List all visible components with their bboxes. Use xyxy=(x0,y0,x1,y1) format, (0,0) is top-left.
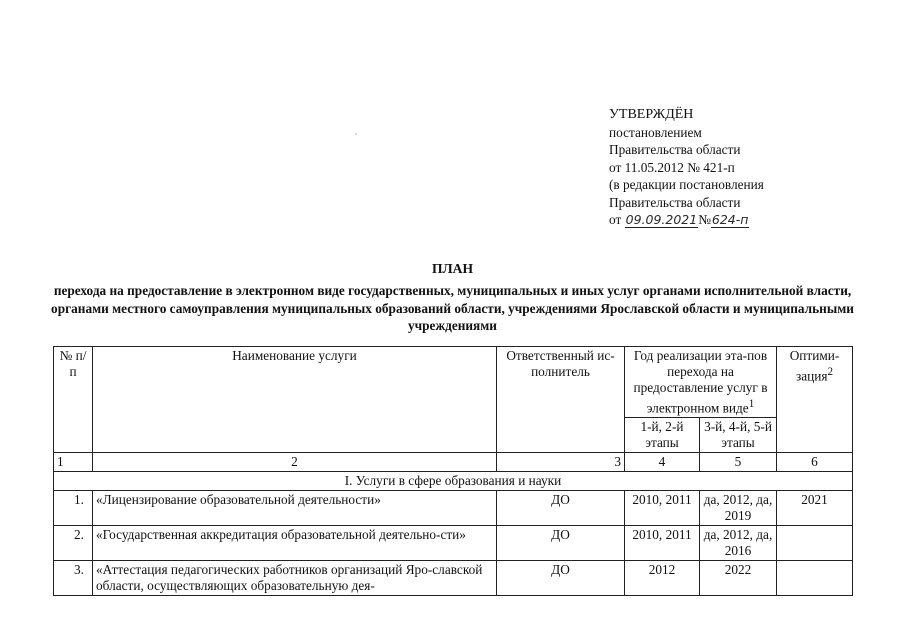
responsible: ДО xyxy=(497,561,625,596)
service-name: «Аттестация педагогических работников организаций Яро-славской области, осуществляющих образовательную дея- xyxy=(93,561,497,596)
header-responsible: Ответственный ис-полнитель xyxy=(497,347,625,453)
service-name: «Государственная аккредитация образовательной деятельно-сти» xyxy=(93,526,497,561)
handwritten-number: 624-п xyxy=(711,212,749,227)
service-name: «Лицензирование образовательной деятельности» xyxy=(93,491,497,526)
colnum-4: 4 xyxy=(625,453,700,472)
column-number-row xyxy=(54,453,853,472)
table-row xyxy=(54,561,853,596)
plan-title: ПЛАН xyxy=(431,261,474,276)
colnum-3: 3 xyxy=(497,453,625,472)
footnote-2: 2 xyxy=(827,366,834,378)
responsible: ДО xyxy=(497,526,625,561)
handwritten-date: 09.09.2021 xyxy=(625,212,698,227)
approval-line-3: от 11.05.2012 № 421-п xyxy=(609,159,735,175)
row-number: 3. xyxy=(54,561,93,596)
header-year-text: Год реализации эта-пов перехода на предоставление услуг в электронном виде xyxy=(633,348,768,416)
stage-a-year: 2012 xyxy=(625,561,700,596)
footnote-1: 1 xyxy=(748,398,755,410)
approval-heading: УТВЕРЖДЁН xyxy=(609,107,694,122)
stage-b-year: да, 2012, да, 2019 xyxy=(700,491,777,526)
approval-line-5: Правительства области xyxy=(609,194,741,210)
approval-line-6 xyxy=(609,211,764,229)
header-stage-b: 3-й, 4-й, 5-й этапы xyxy=(700,418,777,453)
approval-stamp xyxy=(609,106,764,229)
section-heading: I. Услуги в сфере образования и науки xyxy=(54,472,853,491)
colnum-1: 1 xyxy=(54,453,93,472)
row-number: 2. xyxy=(54,526,93,561)
section-row xyxy=(54,472,853,491)
table-row xyxy=(54,526,853,561)
header-stage-a: 1-й, 2-й этапы xyxy=(625,418,700,453)
scan-artifact xyxy=(355,133,357,135)
approval-line-1: постановлением xyxy=(609,124,702,140)
optimization-year xyxy=(777,561,853,596)
colnum-2: 2 xyxy=(93,453,497,472)
optimization-year xyxy=(777,526,853,561)
stage-a-year: 2010, 2011 xyxy=(625,526,700,561)
plan-table xyxy=(53,346,853,596)
stage-b-year: да, 2012, да, 2016 xyxy=(700,526,777,561)
header-row xyxy=(54,347,853,418)
stage-b-year: 2022 xyxy=(700,561,777,596)
header-optim xyxy=(777,347,853,453)
header-name: Наименование услуги xyxy=(93,347,497,453)
header-year xyxy=(625,347,777,418)
approval-line-2: Правительства области xyxy=(609,142,741,157)
header-optim-text: Оптими-зация xyxy=(789,348,840,384)
row-number: 1. xyxy=(54,491,93,526)
approval-from-label: от xyxy=(609,212,622,227)
approval-line-4: (в редакции постановления xyxy=(609,177,764,192)
number-sign: № xyxy=(698,212,711,227)
responsible: ДО xyxy=(497,491,625,526)
plan-subtitle: перехода на предоставление в электронном виде государственных, муниципальных и иных услуг органами исполнительной власти, органами местного самоуправления муниципальных образований области, учреждениями Ярославской области и муниципальными учреждениями xyxy=(51,283,854,333)
stage-a-year: 2010, 2011 xyxy=(625,491,700,526)
table-row xyxy=(54,491,853,526)
colnum-5: 5 xyxy=(700,453,777,472)
header-no: № п/п xyxy=(54,347,93,453)
colnum-6: 6 xyxy=(777,453,853,472)
optimization-year: 2021 xyxy=(777,491,853,526)
